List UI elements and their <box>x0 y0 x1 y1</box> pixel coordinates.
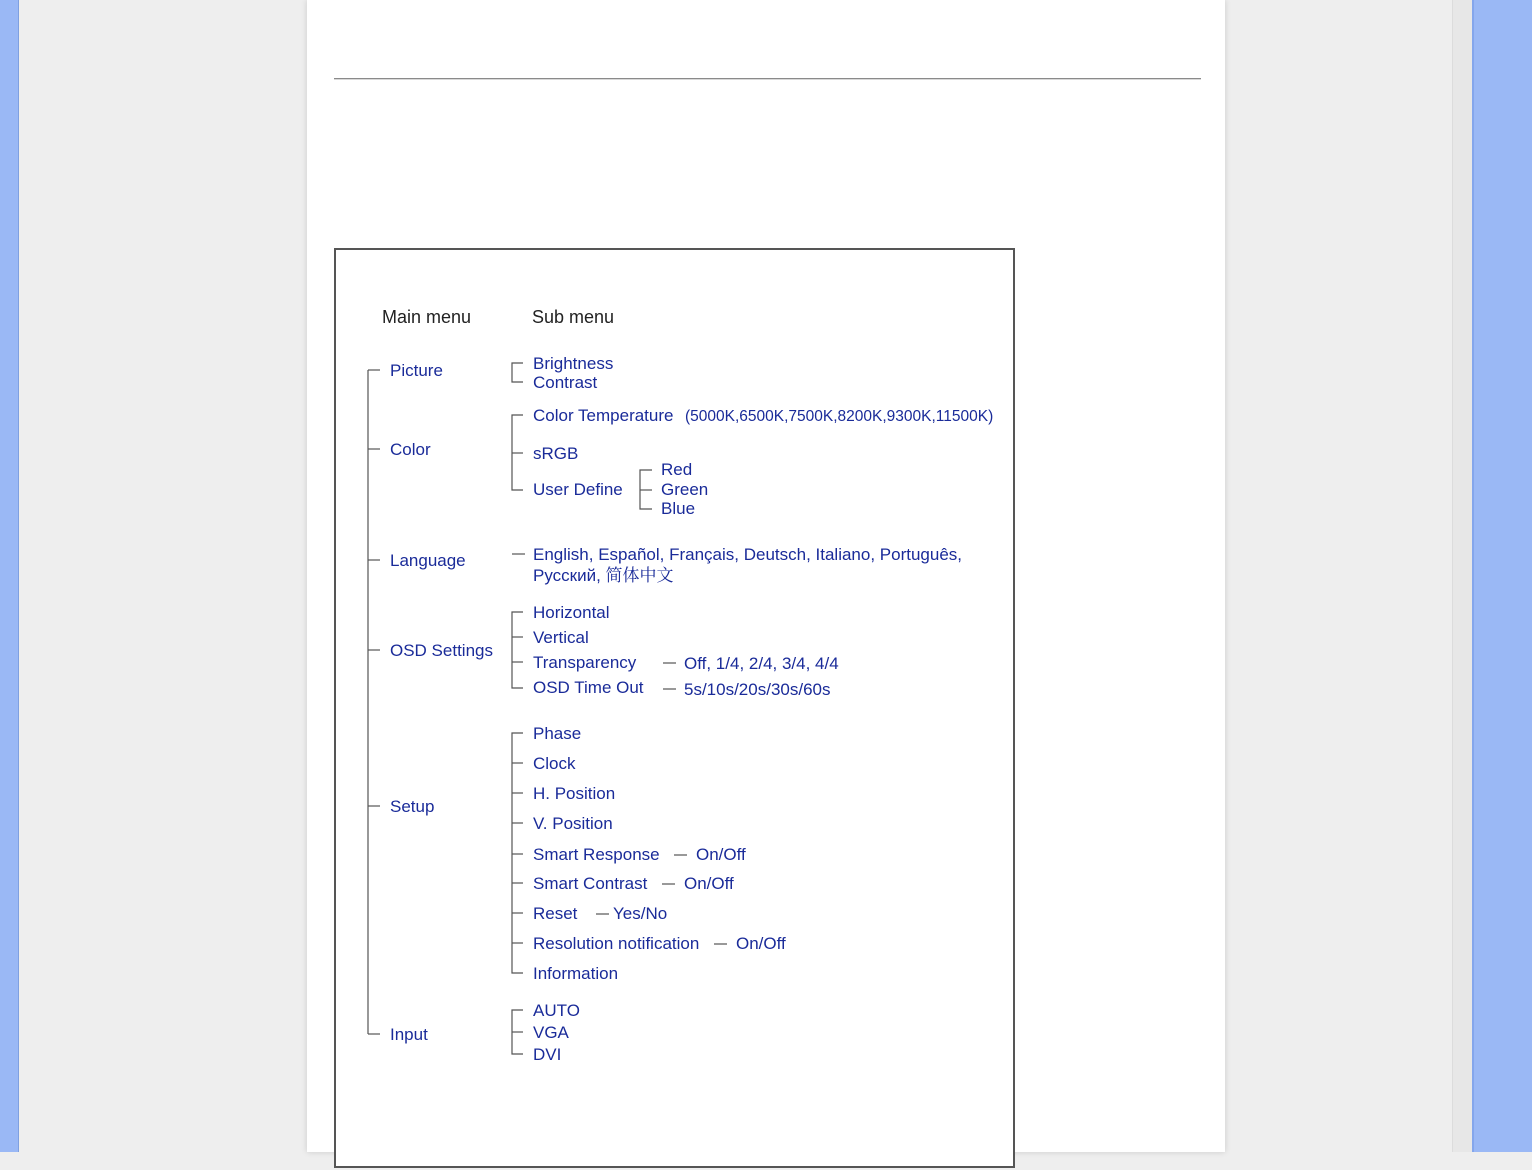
submenu-clock: Clock <box>533 754 576 773</box>
submenu-srgb: sRGB <box>533 444 579 463</box>
submenu-color-temperature: Color Temperature <box>533 406 674 425</box>
picture-bracket <box>512 363 523 382</box>
submenu-vga: VGA <box>533 1023 569 1042</box>
submenu-transparency: Transparency <box>533 653 637 672</box>
resolution-notification-value: On/Off <box>736 934 786 953</box>
submenu-auto: AUTO <box>533 1001 580 1020</box>
submenu-osd-time-out: OSD Time Out <box>533 678 644 697</box>
horizontal-rule <box>334 78 1201 80</box>
osd-time-out-values: 5s/10s/20s/30s/60s <box>684 680 831 699</box>
submenu-information: Information <box>533 964 619 983</box>
submenu-phase: Phase <box>533 724 582 743</box>
submenu-vertical: Vertical <box>533 628 589 647</box>
main-item-input: Input <box>390 1025 428 1044</box>
submenu-reset: Reset <box>533 904 578 923</box>
color-temperature-values: (5000K,6500K,7500K,8200K,9300K,11500K) <box>685 408 994 425</box>
transparency-values: Off, 1/4, 2/4, 3/4, 4/4 <box>684 654 839 673</box>
document-page <box>307 0 1225 1152</box>
smart-response-value: On/Off <box>696 845 746 864</box>
menu-tree-svg <box>336 250 1017 1170</box>
user-define-red: Red <box>661 460 693 479</box>
window-frame-right <box>1472 0 1532 1152</box>
submenu-smart-contrast: Smart Contrast <box>533 874 648 893</box>
reset-value: Yes/No <box>613 904 668 923</box>
submenu-dvi: DVI <box>533 1045 562 1064</box>
main-item-color: Color <box>390 440 431 459</box>
page-gutter <box>1452 0 1473 1152</box>
submenu-contrast: Contrast <box>533 373 598 392</box>
window-frame-left <box>0 0 19 1152</box>
main-item-setup: Setup <box>390 797 435 816</box>
osd-settings-bracket <box>512 612 523 688</box>
header-sub-menu: Sub menu <box>532 307 615 327</box>
language-list-line1: English, Español, Français, Deutsch, Italiano, Português, <box>533 545 963 564</box>
smart-contrast-value: On/Off <box>684 874 734 893</box>
language-list-line2: Русский, 简体中文 <box>533 566 674 585</box>
submenu-horizontal: Horizontal <box>533 603 610 622</box>
submenu-brightness: Brightness <box>533 354 614 373</box>
setup-bracket <box>512 733 523 973</box>
main-item-osd-settings: OSD Settings <box>390 641 493 660</box>
submenu-h-position: H. Position <box>533 784 616 803</box>
submenu-smart-response: Smart Response <box>533 845 660 864</box>
main-item-picture: Picture <box>390 361 443 380</box>
submenu-user-define: User Define <box>533 480 623 499</box>
submenu-v-position: V. Position <box>533 814 613 833</box>
user-define-blue: Blue <box>661 499 696 518</box>
submenu-resolution-notification: Resolution notification <box>533 934 700 953</box>
osd-menu-tree-diagram <box>334 248 1015 1168</box>
header-main-menu: Main menu <box>382 307 472 327</box>
user-define-green: Green <box>661 480 709 499</box>
main-item-language: Language <box>390 551 466 570</box>
